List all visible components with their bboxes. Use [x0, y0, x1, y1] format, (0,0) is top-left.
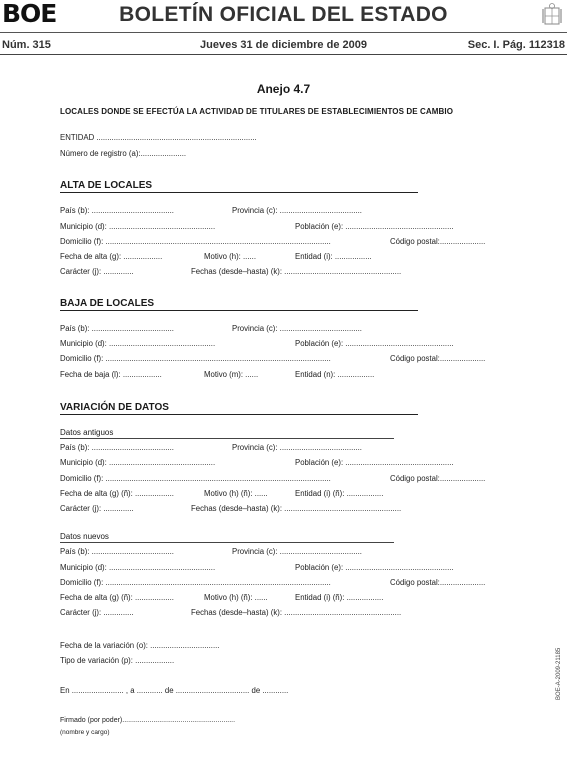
field-fecha-variacion: Fecha de la variación (o): ................................ — [60, 641, 220, 650]
section-baja-rule — [60, 310, 418, 311]
antiguos-municipio: Municipio (d): ................................................. — [60, 458, 216, 467]
nuevos-fechas: Fechas (desde–hasta) (k): ...................................................... — [191, 608, 402, 617]
datos-nuevos-rule — [60, 542, 394, 543]
nuevos-motivo: Motivo (h) (ñ): ...... — [204, 593, 268, 602]
baja-motivo: Motivo (m): ...... — [204, 370, 259, 379]
nuevos-caracter: Carácter (j): .............. — [60, 608, 134, 617]
alta-motivo: Motivo (h): ...... — [204, 252, 256, 261]
antiguos-poblacion: Población (e): .................................................. — [295, 458, 454, 467]
antiguos-caracter: Carácter (j): .............. — [60, 504, 134, 513]
alta-provincia: Provincia (c): ...................................... — [232, 206, 362, 215]
antiguos-entidad: Entidad (i) (ñ): ................. — [295, 489, 384, 498]
boe-logo: BOE — [2, 0, 57, 28]
section-alta-rule — [60, 192, 418, 193]
baja-provincia: Provincia (c): ...................................... — [232, 324, 362, 333]
field-entidad: ENTIDAD .......................................................................... — [60, 133, 257, 142]
baja-postal: Código postal:..................... — [390, 354, 486, 363]
antiguos-provincia: Provincia (c): ...................................... — [232, 443, 362, 452]
alta-caracter: Carácter (j): .............. — [60, 267, 134, 276]
nuevos-poblacion: Población (e): .................................................. — [295, 563, 454, 572]
coat-of-arms-icon — [541, 2, 563, 30]
field-firmado: Firmado (por poder).......................................................... — [60, 717, 236, 724]
alta-postal: Código postal:..................... — [390, 237, 486, 246]
section-alta-heading: ALTA DE LOCALES — [60, 180, 153, 191]
field-tipo-variacion: Tipo de variación (p): .................. — [60, 656, 175, 665]
baja-municipio: Municipio (d): ................................................. — [60, 339, 216, 348]
baja-pais: País (b): ...................................... — [60, 324, 174, 333]
nuevos-fecha: Fecha de alta (g) (ñ): .................. — [60, 593, 174, 602]
form-subtitle: LOCALES DONDE SE EFECTÚA LA ACTIVIDAD DE TITULARES DE ESTABLECIMIENTOS DE CAMBIO — [60, 107, 454, 116]
antiguos-pais: País (b): ...................................... — [60, 443, 174, 452]
issue-date: Jueves 31 de diciembre de 2009 — [200, 39, 367, 51]
field-lugar-fecha: En ........................ , a ............ de .................................. de ............ — [60, 686, 289, 695]
antiguos-postal: Código postal:..................... — [390, 474, 486, 483]
nuevos-postal: Código postal:..................... — [390, 578, 486, 587]
alta-domicilio: Domicilio (f): ........................................................................................................ — [60, 237, 331, 246]
section-variacion-rule — [60, 414, 418, 415]
antiguos-domicilio: Domicilio (f): ........................................................................................................ — [60, 474, 331, 483]
baja-poblacion: Población (e): .................................................. — [295, 339, 454, 348]
field-registro: Número de registro (a):..................... — [60, 149, 187, 158]
section-variacion-heading: VARIACIÓN DE DATOS — [60, 402, 169, 413]
section-baja-heading: BAJA DE LOCALES — [60, 298, 155, 309]
baja-fecha: Fecha de baja (l): .................. — [60, 370, 162, 379]
nuevos-entidad: Entidad (i) (ñ): ................. — [295, 593, 384, 602]
alta-poblacion: Población (e): .................................................. — [295, 222, 454, 231]
section-page: Sec. I. Pág. 112318 — [467, 39, 565, 51]
alta-municipio: Municipio (d): ................................................. — [60, 222, 216, 231]
field-nombre-cargo: (nombre y cargo) — [60, 729, 110, 736]
datos-nuevos-label: Datos nuevos — [60, 532, 109, 541]
nuevos-domicilio: Domicilio (f): ........................................................................................................ — [60, 578, 331, 587]
nuevos-pais: País (b): ...................................... — [60, 547, 174, 556]
antiguos-fechas: Fechas (desde–hasta) (k): ...................................................... — [191, 504, 402, 513]
nuevos-municipio: Municipio (d): ................................................. — [60, 563, 216, 572]
alta-pais: País (b): ...................................... — [60, 206, 174, 215]
baja-entidad: Entidad (n): ................. — [295, 370, 375, 379]
header-rule-bottom — [0, 54, 567, 55]
page-title: BOLETÍN OFICIAL DEL ESTADO — [119, 3, 448, 26]
document-code: BOE-A-2009-21185 — [556, 647, 562, 700]
baja-domicilio: Domicilio (f): ........................................................................................................ — [60, 354, 331, 363]
antiguos-fecha: Fecha de alta (g) (ñ): .................. — [60, 489, 174, 498]
nuevos-provincia: Provincia (c): ...................................... — [232, 547, 362, 556]
datos-antiguos-rule — [60, 438, 394, 439]
alta-fechas: Fechas (desde–hasta) (k): ...................................................... — [191, 267, 402, 276]
alta-fecha: Fecha de alta (g): .................. — [60, 252, 163, 261]
antiguos-motivo: Motivo (h) (ñ): ...... — [204, 489, 268, 498]
header-rule — [0, 32, 567, 33]
datos-antiguos-label: Datos antiguos — [60, 428, 114, 437]
alta-entidad: Entidad (i): ................. — [295, 252, 372, 261]
issue-number: Núm. 315 — [2, 39, 51, 51]
annex-title: Anejo 4.7 — [256, 82, 311, 96]
